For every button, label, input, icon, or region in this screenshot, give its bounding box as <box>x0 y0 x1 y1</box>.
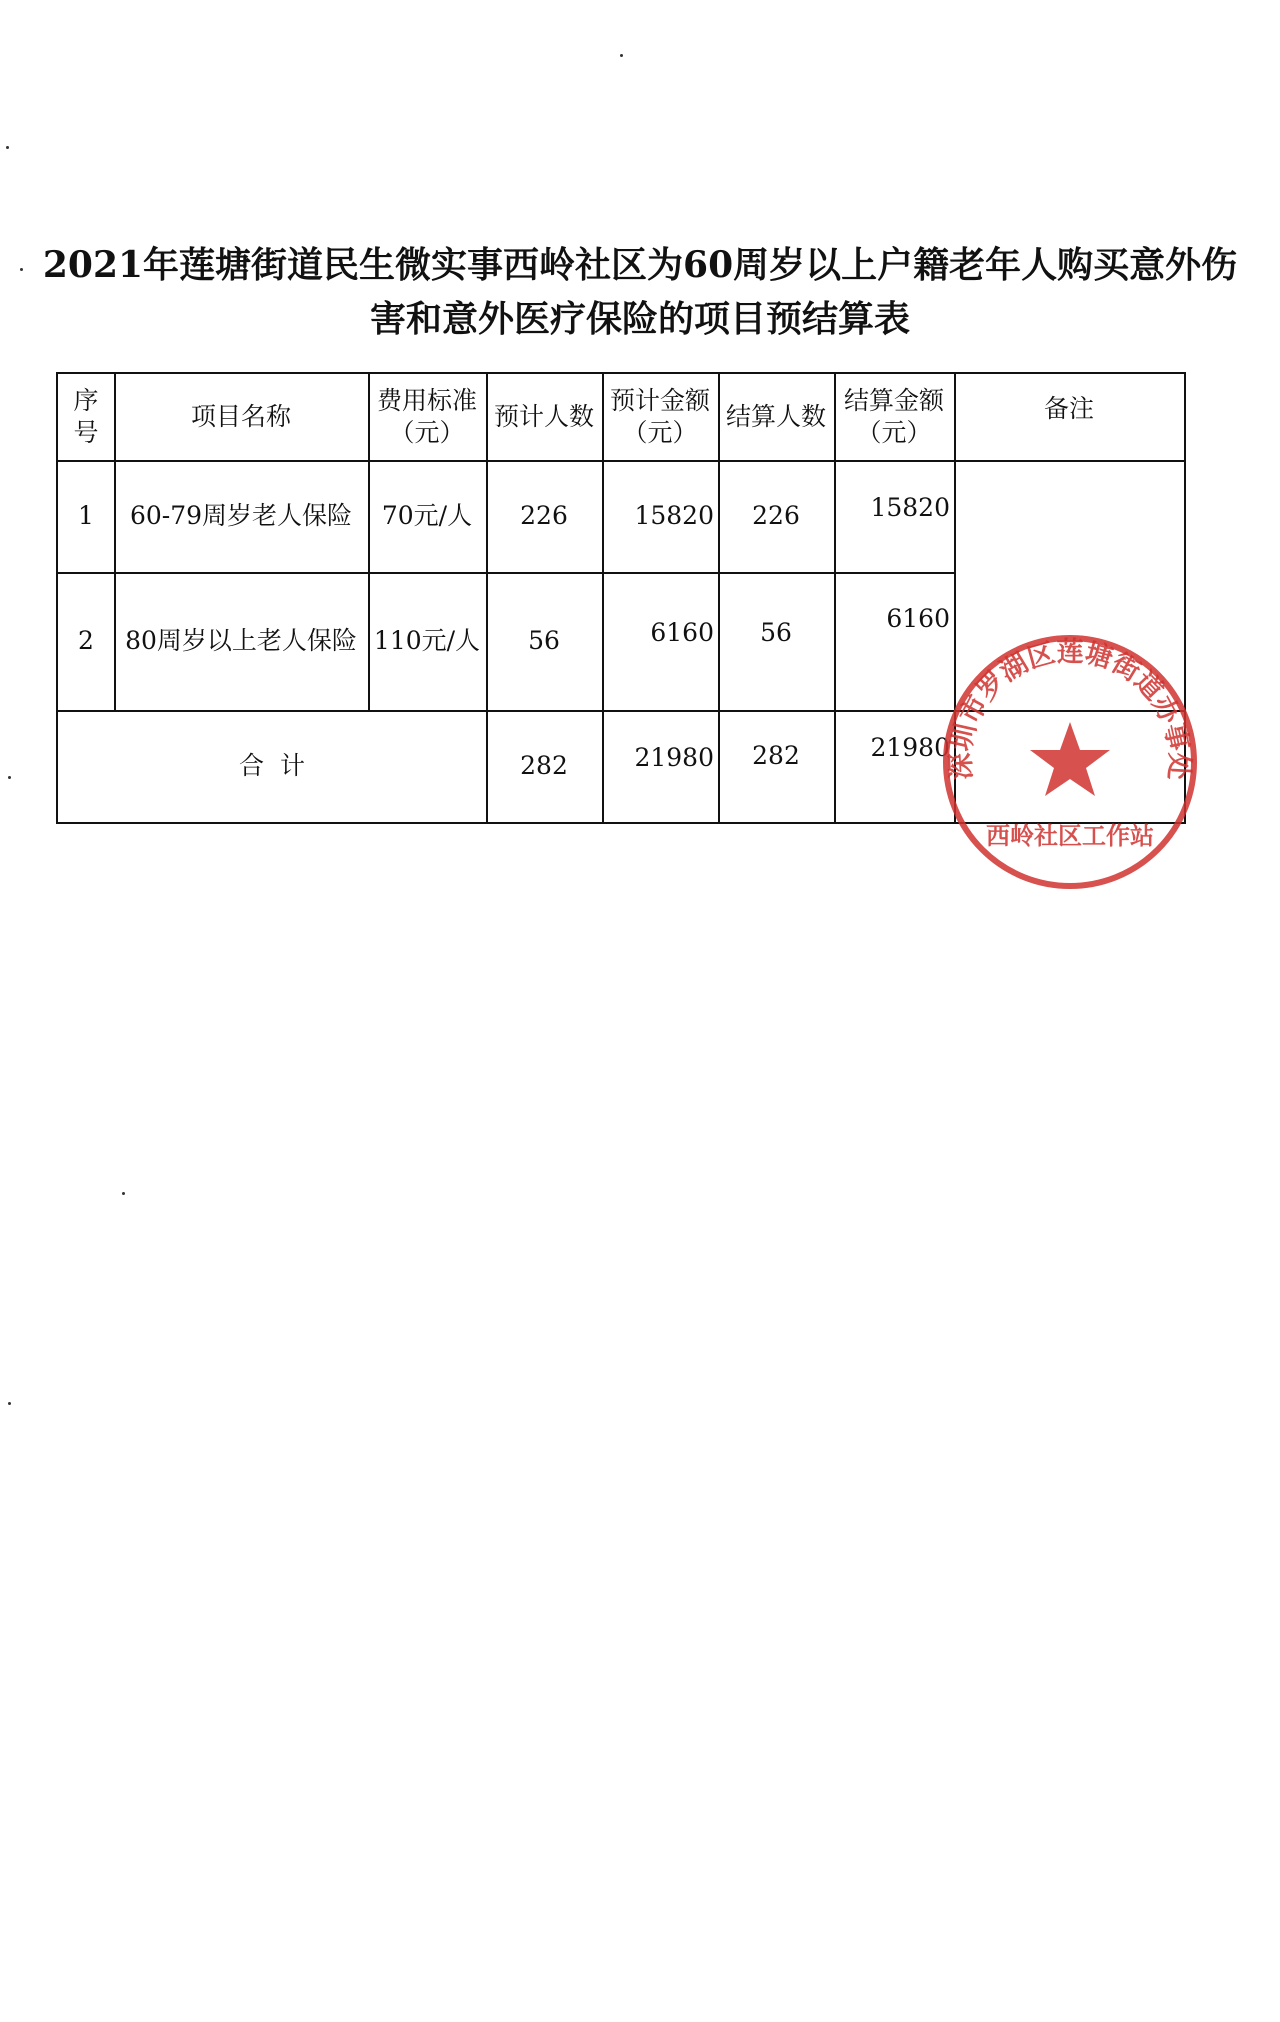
scan-speck <box>20 268 23 271</box>
header-est-amount-line2: （元） <box>622 418 698 447</box>
row2-est-count: 56 <box>528 626 560 655</box>
total-est-amount: 21980 <box>634 743 714 772</box>
scan-speck <box>122 1192 125 1195</box>
row2-est-amount: 6160 <box>650 618 714 647</box>
row1-name: 60-79周岁老人保险 <box>129 501 353 530</box>
row1-est-amount: 15820 <box>634 501 714 530</box>
document-title <box>40 238 1240 346</box>
header-settle-amount-line1: 结算金额 <box>843 386 944 415</box>
header-remark: 备注 <box>1043 394 1094 423</box>
total-est-count: 282 <box>520 751 568 780</box>
seal-star-icon <box>1030 722 1110 796</box>
row1-fee: 70元/人 <box>381 501 473 530</box>
official-seal <box>940 632 1200 892</box>
seal-outer-text: 深圳市罗湖区莲塘街道办事处 <box>945 636 1195 781</box>
header-settle-amount-line2: （元） <box>856 418 932 447</box>
total-settle-amount: 21980 <box>870 733 950 762</box>
title-line-2: 害和意外医疗保险的项目预结算表 <box>369 298 910 340</box>
scan-speck <box>8 776 11 779</box>
title-line-1: 2021年莲塘街道民生微实事西岭社区为60周岁以上户籍老年人购买意外伤 <box>42 244 1238 286</box>
row2-seq: 2 <box>78 626 94 655</box>
scan-speck <box>620 54 623 57</box>
header-seq <box>58 374 114 460</box>
row1-settle-count: 226 <box>752 501 800 530</box>
seal-inner-text: 西岭社区工作站 <box>986 821 1154 850</box>
header-est-amount <box>602 374 718 460</box>
row2-settle-amount: 6160 <box>886 604 950 633</box>
row2-fee: 110元/人 <box>373 626 481 655</box>
header-est-amount-line1: 预计金额 <box>609 386 710 415</box>
header-est-count: 预计人数 <box>493 402 594 431</box>
row2-name: 80周岁以上老人保险 <box>125 626 357 655</box>
header-fee-line2: （元） <box>389 418 465 447</box>
row1-seq: 1 <box>78 501 94 530</box>
row2-settle-count: 56 <box>760 618 792 647</box>
scan-speck <box>6 146 9 149</box>
scan-speck <box>8 1402 11 1405</box>
header-settle-count: 结算人数 <box>725 402 826 431</box>
header-settle-amount <box>834 374 954 460</box>
header-seq-line1: 序 <box>73 386 99 415</box>
row1-est-count: 226 <box>520 501 568 530</box>
header-fee <box>368 374 486 460</box>
header-fee-line1: 费用标准 <box>376 386 477 415</box>
row1-settle-amount: 15820 <box>870 493 950 522</box>
total-settle-count: 282 <box>752 741 800 770</box>
total-label: 合 计 <box>239 751 305 780</box>
header-seq-line2: 号 <box>73 418 99 447</box>
header-name: 项目名称 <box>190 402 291 431</box>
